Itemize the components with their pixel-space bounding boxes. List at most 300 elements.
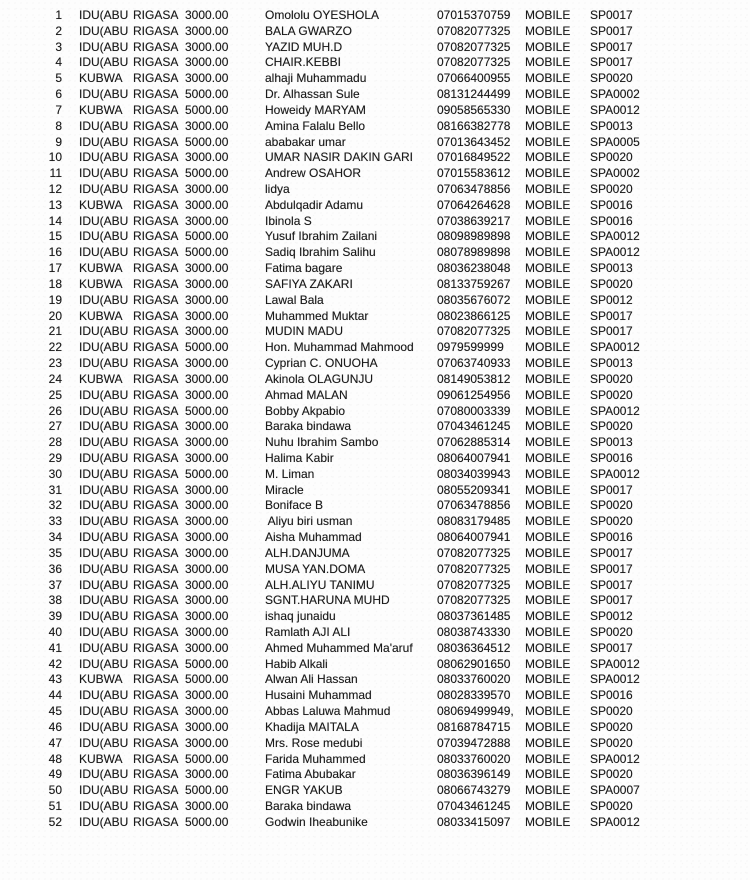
table-row: [0, 388, 750, 404]
cell-subscriber-name: Sadiq Ibrahim Salihu: [265, 245, 376, 260]
cell-amount: 5000.00: [185, 466, 229, 481]
cell-line-type: MOBILE: [525, 340, 571, 355]
cell-phone-number: 07082077325: [437, 561, 511, 576]
cell-sp-code: SP0017: [590, 593, 633, 608]
cell-area: RIGASA: [133, 624, 179, 639]
cell-amount: 3000.00: [185, 55, 229, 70]
cell-row-number: 43: [48, 672, 62, 687]
cell-branch: IDU(ABU: [79, 39, 129, 54]
cell-amount: 5000.00: [185, 245, 229, 260]
cell-area: RIGASA: [133, 656, 179, 671]
cell-branch: IDU(ABU: [79, 704, 129, 719]
cell-sp-code: SP0020: [590, 799, 633, 813]
table-row: [0, 483, 750, 499]
cell-phone-number: 08078989898: [437, 245, 511, 260]
cell-phone-number: 08037361485: [437, 609, 511, 624]
table-row: [0, 198, 750, 214]
cell-phone-number: 08131244499: [437, 87, 511, 102]
cell-line-type: MOBILE: [525, 197, 571, 212]
cell-subscriber-name: Husaini Muhammad: [265, 688, 372, 703]
cell-branch: IDU(ABU: [79, 245, 129, 260]
cell-amount: 3000.00: [185, 276, 229, 291]
cell-branch: IDU(ABU: [79, 87, 129, 102]
table-row: [0, 498, 750, 514]
cell-area: RIGASA: [133, 55, 179, 70]
cell-phone-number: 08034039943: [437, 466, 511, 481]
table-row: [0, 277, 750, 293]
cell-line-type: MOBILE: [525, 814, 571, 829]
cell-phone-number: 08069499949,: [437, 704, 514, 719]
cell-subscriber-name: Habib Alkali: [265, 656, 328, 671]
cell-phone-number: 08083179485: [437, 514, 511, 529]
cell-subscriber-name: Aisha Muhammad: [265, 530, 362, 545]
table-row: [0, 40, 750, 56]
cell-amount: 3000.00: [185, 577, 229, 592]
cell-sp-code: SP0013: [590, 118, 633, 133]
cell-subscriber-name: Baraka bindawa: [265, 799, 352, 813]
cell-row-number: 10: [48, 150, 62, 165]
cell-amount: 3000.00: [185, 530, 229, 545]
cell-amount: 3000.00: [185, 545, 229, 560]
cell-line-type: MOBILE: [525, 767, 571, 782]
cell-sp-code: SP0017: [590, 640, 633, 655]
cell-line-type: MOBILE: [525, 23, 571, 38]
cell-branch: KUBWA: [79, 197, 123, 212]
cell-phone-number: 07016849522: [437, 150, 511, 165]
cell-row-number: 42: [48, 656, 62, 671]
cell-sp-code: SP0020: [590, 704, 633, 719]
cell-branch: IDU(ABU: [79, 545, 129, 560]
cell-area: RIGASA: [133, 245, 179, 260]
cell-branch: IDU(ABU: [79, 719, 129, 734]
cell-row-number: 31: [48, 482, 62, 497]
cell-phone-number: 07082077325: [437, 545, 511, 560]
cell-subscriber-name: Omololu OYESHOLA: [265, 8, 380, 22]
cell-amount: 3000.00: [185, 324, 229, 339]
cell-row-number: 13: [48, 197, 62, 212]
cell-row-number: 21: [48, 324, 62, 339]
cell-area: RIGASA: [133, 87, 179, 102]
cell-line-type: MOBILE: [525, 166, 571, 181]
cell-amount: 5000.00: [185, 87, 229, 102]
cell-branch: IDU(ABU: [79, 530, 129, 545]
cell-area: RIGASA: [133, 150, 179, 165]
cell-sp-code: SP0020: [590, 182, 633, 197]
cell-amount: 3000.00: [185, 704, 229, 719]
cell-area: RIGASA: [133, 688, 179, 703]
cell-line-type: MOBILE: [525, 719, 571, 734]
cell-sp-code: SP0017: [590, 8, 633, 22]
cell-area: RIGASA: [133, 545, 179, 560]
cell-phone-number: 07013643452: [437, 134, 511, 149]
cell-subscriber-name: Baraka bindawa: [265, 419, 352, 434]
cell-row-number: 27: [48, 419, 62, 434]
table-row: [0, 261, 750, 277]
cell-amount: 3000.00: [185, 498, 229, 513]
cell-branch: IDU(ABU: [79, 450, 129, 465]
cell-subscriber-name: ENGR YAKUB: [265, 783, 343, 798]
table-row: [0, 214, 750, 230]
cell-branch: IDU(ABU: [79, 688, 129, 703]
cell-line-type: MOBILE: [525, 656, 571, 671]
cell-sp-code: SP0017: [590, 545, 633, 560]
cell-area: RIGASA: [133, 672, 179, 687]
cell-branch: IDU(ABU: [79, 435, 129, 450]
cell-branch: KUBWA: [79, 371, 123, 386]
cell-subscriber-name: SGNT.HARUNA MUHD: [265, 593, 390, 608]
cell-sp-code: SPA0012: [590, 340, 640, 355]
cell-amount: 3000.00: [185, 609, 229, 624]
cell-sp-code: SP0017: [590, 577, 633, 592]
cell-branch: IDU(ABU: [79, 324, 129, 339]
cell-amount: 3000.00: [185, 624, 229, 639]
cell-phone-number: 07062885314: [437, 435, 511, 450]
cell-line-type: MOBILE: [525, 87, 571, 102]
cell-area: RIGASA: [133, 134, 179, 149]
cell-amount: 3000.00: [185, 213, 229, 228]
table-row: [0, 578, 750, 594]
cell-phone-number: 07082077325: [437, 23, 511, 38]
table-row: [0, 767, 750, 783]
cell-subscriber-name: Abbas Laluwa Mahmud: [265, 704, 391, 719]
cell-amount: 5000.00: [185, 166, 229, 181]
cell-subscriber-name: Abdulqadir Adamu: [265, 197, 364, 212]
cell-sp-code: SP0020: [590, 514, 633, 529]
cell-phone-number: 07063740933: [437, 356, 511, 371]
cell-row-number: 37: [48, 577, 62, 592]
cell-line-type: MOBILE: [525, 55, 571, 70]
cell-row-number: 48: [48, 751, 62, 766]
cell-amount: 3000.00: [185, 23, 229, 38]
cell-row-number: 26: [48, 403, 62, 418]
cell-amount: 3000.00: [185, 688, 229, 703]
cell-row-number: 50: [48, 783, 62, 798]
cell-line-type: MOBILE: [525, 609, 571, 624]
cell-sp-code: SP0020: [590, 767, 633, 782]
cell-area: RIGASA: [133, 213, 179, 228]
cell-phone-number: 08028339570: [437, 688, 511, 703]
cell-area: RIGASA: [133, 593, 179, 608]
cell-subscriber-name: lidya: [265, 182, 290, 197]
cell-branch: IDU(ABU: [79, 118, 129, 133]
cell-sp-code: SPA0002: [590, 87, 640, 102]
cell-amount: 5000.00: [185, 134, 229, 149]
cell-amount: 3000.00: [185, 514, 229, 529]
table-row: [0, 324, 750, 340]
cell-phone-number: 08035676072: [437, 292, 511, 307]
cell-subscriber-name: Akinola OLAGUNJU: [265, 371, 374, 386]
cell-branch: IDU(ABU: [79, 150, 129, 165]
cell-amount: 3000.00: [185, 482, 229, 497]
cell-amount: 3000.00: [185, 387, 229, 402]
table-row: [0, 24, 750, 40]
cell-subscriber-name: Fatima Abubakar: [265, 767, 356, 782]
table-row: [0, 467, 750, 483]
cell-phone-number: 07066400955: [437, 71, 511, 86]
table-row: [0, 55, 750, 71]
cell-subscriber-name: Mrs. Rose medubi: [265, 735, 363, 750]
cell-phone-number: 07015583612: [437, 166, 511, 181]
cell-phone-number: 07015370759: [437, 8, 511, 22]
cell-line-type: MOBILE: [525, 545, 571, 560]
cell-amount: 5000.00: [185, 340, 229, 355]
cell-area: RIGASA: [133, 371, 179, 386]
cell-sp-code: SP0020: [590, 498, 633, 513]
cell-row-number: 7: [55, 102, 62, 117]
cell-phone-number: 08062901650: [437, 656, 511, 671]
cell-phone-number: 09061254956: [437, 387, 511, 402]
cell-subscriber-name: Godwin Iheabunike: [265, 814, 368, 829]
cell-row-number: 2: [55, 23, 62, 38]
cell-area: RIGASA: [133, 229, 179, 244]
cell-phone-number: 07064264628: [437, 197, 511, 212]
cell-branch: IDU(ABU: [79, 577, 129, 592]
table-row: [0, 245, 750, 261]
cell-phone-number: 08149053812: [437, 371, 511, 386]
cell-row-number: 17: [48, 261, 62, 276]
cell-sp-code: SP0020: [590, 719, 633, 734]
cell-line-type: MOBILE: [525, 71, 571, 86]
cell-subscriber-name: Muhammed Muktar: [265, 308, 369, 323]
table-row: [0, 404, 750, 420]
cell-row-number: 32: [48, 498, 62, 513]
cell-row-number: 23: [48, 356, 62, 371]
table-row: [0, 419, 750, 435]
cell-row-number: 29: [48, 450, 62, 465]
cell-branch: IDU(ABU: [79, 356, 129, 371]
cell-line-type: MOBILE: [525, 292, 571, 307]
table-row: [0, 752, 750, 768]
cell-branch: IDU(ABU: [79, 482, 129, 497]
cell-phone-number: 08038743330: [437, 624, 511, 639]
cell-line-type: MOBILE: [525, 102, 571, 117]
cell-amount: 5000.00: [185, 672, 229, 687]
cell-subscriber-name: Amina Falalu Bello: [265, 118, 366, 133]
cell-sp-code: SP0012: [590, 609, 633, 624]
cell-subscriber-name: Miracle: [265, 482, 304, 497]
cell-branch: KUBWA: [79, 102, 123, 117]
cell-row-number: 36: [48, 561, 62, 576]
cell-area: RIGASA: [133, 8, 179, 22]
cell-subscriber-name: UMAR NASIR DAKIN GARI: [265, 150, 414, 165]
cell-row-number: 12: [48, 182, 62, 197]
cell-row-number: 24: [48, 371, 62, 386]
cell-branch: IDU(ABU: [79, 340, 129, 355]
table-row: [0, 309, 750, 325]
cell-branch: IDU(ABU: [79, 498, 129, 513]
cell-sp-code: SP0017: [590, 55, 633, 70]
cell-sp-code: SPA0012: [590, 466, 640, 481]
cell-amount: 3000.00: [185, 261, 229, 276]
cell-line-type: MOBILE: [525, 435, 571, 450]
table-row: [0, 340, 750, 356]
cell-subscriber-name: Fatima bagare: [265, 261, 343, 276]
cell-area: RIGASA: [133, 435, 179, 450]
cell-amount: 5000.00: [185, 403, 229, 418]
cell-area: RIGASA: [133, 118, 179, 133]
cell-phone-number: 08033760020: [437, 672, 511, 687]
cell-subscriber-name: ababakar umar: [265, 134, 346, 149]
cell-row-number: 18: [48, 276, 62, 291]
table-row: [0, 720, 750, 736]
cell-row-number: 47: [48, 735, 62, 750]
table-row: [0, 356, 750, 372]
cell-amount: 3000.00: [185, 182, 229, 197]
cell-line-type: MOBILE: [525, 482, 571, 497]
cell-branch: IDU(ABU: [79, 609, 129, 624]
cell-branch: IDU(ABU: [79, 624, 129, 639]
cell-sp-code: SPA0002: [590, 166, 640, 181]
cell-sp-code: SP0020: [590, 735, 633, 750]
cell-subscriber-name: Boniface B: [265, 498, 324, 513]
cell-row-number: 15: [48, 229, 62, 244]
cell-amount: 3000.00: [185, 292, 229, 307]
cell-phone-number: 08064007941: [437, 450, 511, 465]
cell-area: RIGASA: [133, 783, 179, 798]
cell-area: RIGASA: [133, 166, 179, 181]
cell-branch: IDU(ABU: [79, 292, 129, 307]
table-row: [0, 609, 750, 625]
cell-line-type: MOBILE: [525, 735, 571, 750]
cell-line-type: MOBILE: [525, 514, 571, 529]
table-row: [0, 119, 750, 135]
cell-row-number: 46: [48, 719, 62, 734]
cell-branch: KUBWA: [79, 71, 123, 86]
table-row: [0, 293, 750, 309]
cell-area: RIGASA: [133, 751, 179, 766]
cell-amount: 3000.00: [185, 118, 229, 133]
table-row: [0, 71, 750, 87]
cell-area: RIGASA: [133, 419, 179, 434]
cell-amount: 3000.00: [185, 39, 229, 54]
table-row: [0, 641, 750, 657]
cell-amount: 5000.00: [185, 783, 229, 798]
cell-area: RIGASA: [133, 577, 179, 592]
table-row: [0, 799, 750, 815]
cell-branch: KUBWA: [79, 308, 123, 323]
cell-subscriber-name: ALH.ALIYU TANIMU: [265, 577, 375, 592]
cell-phone-number: 08133759267: [437, 276, 511, 291]
cell-amount: 3000.00: [185, 435, 229, 450]
cell-subscriber-name: MUSA YAN.DOMA: [265, 561, 366, 576]
table-row: [0, 672, 750, 688]
cell-line-type: MOBILE: [525, 229, 571, 244]
cell-subscriber-name: Bobby Akpabio: [265, 403, 346, 418]
cell-line-type: MOBILE: [525, 403, 571, 418]
cell-area: RIGASA: [133, 498, 179, 513]
cell-line-type: MOBILE: [525, 688, 571, 703]
cell-area: RIGASA: [133, 387, 179, 402]
cell-area: RIGASA: [133, 450, 179, 465]
cell-branch: IDU(ABU: [79, 593, 129, 608]
cell-branch: IDU(ABU: [79, 213, 129, 228]
cell-row-number: 51: [48, 799, 62, 813]
cell-area: RIGASA: [133, 530, 179, 545]
table-row: [0, 229, 750, 245]
cell-row-number: 5: [55, 71, 62, 86]
cell-branch: IDU(ABU: [79, 182, 129, 197]
cell-amount: 3000.00: [185, 71, 229, 86]
cell-phone-number: 08064007941: [437, 530, 511, 545]
cell-subscriber-name: SAFIYA ZAKARI: [265, 276, 353, 291]
table-row: [0, 372, 750, 388]
cell-branch: IDU(ABU: [79, 8, 129, 22]
cell-subscriber-name: CHAIR.KEBBI: [265, 55, 342, 70]
cell-amount: 3000.00: [185, 593, 229, 608]
cell-row-number: 8: [55, 118, 62, 133]
cell-sp-code: SP0020: [590, 387, 633, 402]
cell-row-number: 3: [55, 39, 62, 54]
cell-line-type: MOBILE: [525, 640, 571, 655]
cell-line-type: MOBILE: [525, 356, 571, 371]
cell-subscriber-name: Halima Kabir: [265, 450, 334, 465]
cell-branch: IDU(ABU: [79, 166, 129, 181]
cell-row-number: 40: [48, 624, 62, 639]
cell-area: RIGASA: [133, 308, 179, 323]
cell-row-number: 41: [48, 640, 62, 655]
cell-branch: KUBWA: [79, 751, 123, 766]
cell-sp-code: SP0016: [590, 450, 633, 465]
cell-line-type: MOBILE: [525, 450, 571, 465]
cell-line-type: MOBILE: [525, 39, 571, 54]
cell-branch: KUBWA: [79, 276, 123, 291]
cell-subscriber-name: Alwan Ali Hassan: [265, 672, 358, 687]
cell-subscriber-name: Ahmed Muhammed Ma'aruf: [265, 640, 413, 655]
cell-line-type: MOBILE: [525, 371, 571, 386]
cell-subscriber-name: Hon. Muhammad Mahmood: [265, 340, 414, 355]
cell-phone-number: 07038639217: [437, 213, 511, 228]
cell-row-number: 35: [48, 545, 62, 560]
cell-phone-number: 07082077325: [437, 55, 511, 70]
cell-row-number: 34: [48, 530, 62, 545]
cell-amount: 5000.00: [185, 751, 229, 766]
cell-row-number: 30: [48, 466, 62, 481]
table-row: [0, 150, 750, 166]
cell-row-number: 33: [48, 514, 62, 529]
cell-amount: 3000.00: [185, 308, 229, 323]
cell-line-type: MOBILE: [525, 387, 571, 402]
cell-subscriber-name: ishaq junaidu: [265, 609, 336, 624]
cell-sp-code: SP0017: [590, 23, 633, 38]
cell-amount: 5000.00: [185, 814, 229, 829]
cell-row-number: 45: [48, 704, 62, 719]
cell-phone-number: 08036364512: [437, 640, 511, 655]
cell-phone-number: 07080003339: [437, 403, 511, 418]
table-row: [0, 815, 750, 831]
cell-amount: 3000.00: [185, 356, 229, 371]
cell-sp-code: SPA0012: [590, 403, 640, 418]
cell-line-type: MOBILE: [525, 672, 571, 687]
cell-phone-number: 07043461245: [437, 799, 511, 813]
cell-sp-code: SP0016: [590, 213, 633, 228]
cell-area: RIGASA: [133, 182, 179, 197]
cell-area: RIGASA: [133, 799, 179, 813]
cell-subscriber-name: Dr. Alhassan Sule: [265, 87, 360, 102]
cell-branch: IDU(ABU: [79, 561, 129, 576]
cell-branch: IDU(ABU: [79, 640, 129, 655]
cell-line-type: MOBILE: [525, 561, 571, 576]
cell-line-type: MOBILE: [525, 577, 571, 592]
cell-area: RIGASA: [133, 324, 179, 339]
cell-amount: 3000.00: [185, 450, 229, 465]
table-row: [0, 514, 750, 530]
cell-sp-code: SP0017: [590, 561, 633, 576]
cell-sp-code: SP0012: [590, 292, 633, 307]
cell-area: RIGASA: [133, 276, 179, 291]
cell-phone-number: 08023866125: [437, 308, 511, 323]
cell-amount: 3000.00: [185, 8, 229, 22]
cell-branch: IDU(ABU: [79, 767, 129, 782]
